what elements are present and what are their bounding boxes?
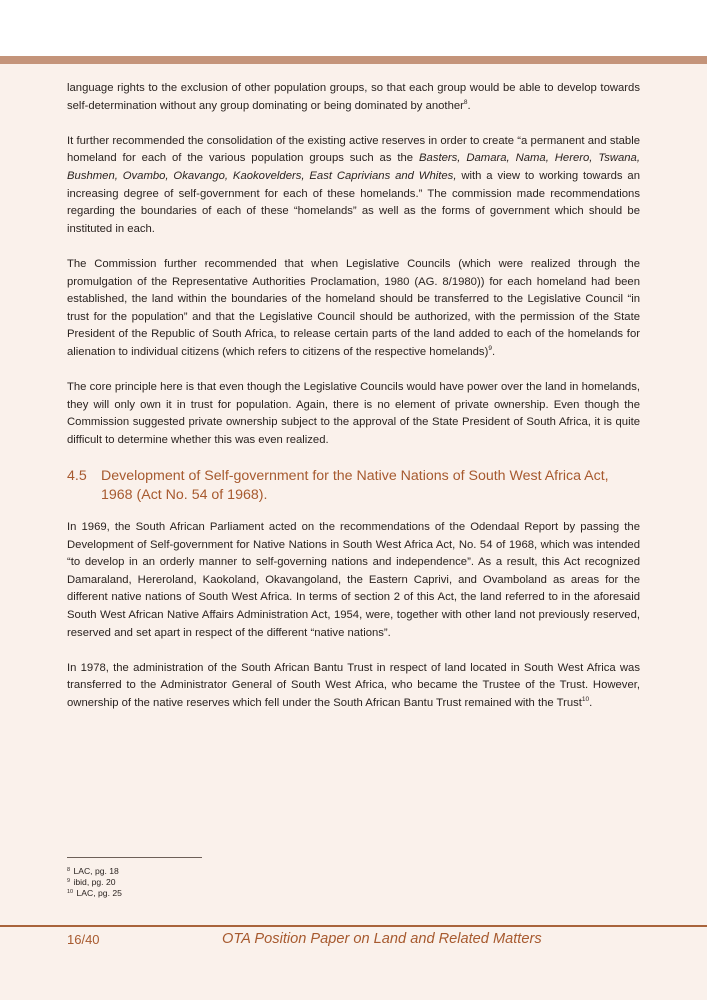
footnote-text: ibid, pg. 20: [73, 877, 116, 888]
paragraph-1-end: .: [467, 99, 471, 112]
section-title: Development of Self-government for the Native Nations of South West Africa Act, 1968 (Act No. 54 of 1968).: [101, 468, 609, 504]
footnote-text: LAC, pg. 18: [73, 866, 119, 876]
paragraph-1: [67, 80, 640, 115]
footnote-item: [67, 877, 122, 888]
top-margin: [0, 0, 707, 56]
paragraph-2-text-a: It further recommended the consolidation of the existing active reserves in order to create “a permanent and stable homeland for each of the various population groups such as the: [67, 134, 640, 165]
footnote-item: [67, 866, 122, 877]
paragraph-3: [67, 256, 640, 362]
header-rule: [0, 56, 707, 64]
footnote-separator: [67, 857, 202, 858]
page-number: 16/40: [67, 932, 100, 947]
paragraph-5: In 1969, the South African Parliament acted on the recommendations of the Odendaal Report by passing the Development of Self-government for Native Nations in South West Africa Act, No. 54 of 1968, which was intended “to develop in an orderly manner to self-governing nations and independence”. As a result, this Act recognized Damaraland, Hereroland, Kaokoland, Okavangoland, the Eastern Caprivi, and Ovamboland as areas for the different native nations of South West Africa. In terms of section 2 of this Act, the land referred to in the aforesaid South West African Native Affairs Administration Act, 1954, were, together with other land not previously reserved, reserved and set apart in respect of the different “native nations”.: [67, 521, 640, 639]
footnote-ref-8[interactable]: 8: [463, 98, 468, 106]
paragraph-2-text-b: with a view to working towards an increasing degree of self-government for each of these homelands.” The commission made recommendations regarding the boundaries of each of these “homelands” as well as the forms of government which should be instituted in each.: [67, 169, 640, 235]
footnote-marker: 10: [67, 889, 74, 896]
footnote-marker: 8: [67, 867, 71, 873]
paragraph-6: [67, 660, 640, 713]
paragraph-6-end: .: [589, 697, 593, 709]
population-groups-list: Basters, Damara, Nama, Herero, Tswana, Bushmen, Ovambo, Okavango, Kaokovelders, East Caprivians and Whites,: [67, 152, 640, 182]
paragraph-3-end: .: [491, 345, 496, 358]
footnote-ref-10[interactable]: 10: [581, 696, 590, 703]
footnote-text: LAC, pg. 25: [76, 888, 122, 899]
document-title: OTA Position Paper on Land and Related Matters: [222, 931, 542, 947]
footnote-marker: 9: [67, 878, 71, 885]
footnote-item: [67, 888, 122, 899]
body-text: [67, 80, 640, 730]
paragraph-4: The core principle here is that even though the Legislative Councils would have power over the land in homelands, they will only own it in trust for population. Again, there is no element of private ownership. Even though the Commission suggested private ownership subject to the approval of the State President of South Africa, it is quite difficult to determine whether this was even realized.: [67, 381, 640, 446]
footnotes: [67, 866, 122, 900]
section-number: 4.5: [67, 468, 87, 485]
section-heading: [67, 467, 640, 505]
paragraph-1-text: language rights to the exclusion of other population groups, so that each group would be able to develop towards self-determination without any group dominating or being dominated by another: [67, 82, 640, 112]
footnote-ref-9[interactable]: 9: [488, 344, 492, 352]
paragraph-3-text: The Commission further recommended that when Legislative Councils (which were realized through the promulgation of the Representative Authorities Proclamation, 1980 (AG. 8/1980)) for each homeland had been established, the land within the boundaries of the homeland should be transferred to the Legislative Council “in trust for the population” and that the Legislative Council should be authorized, with the permission of the State President of the Republic of South Africa, to release certain parts of the land added to each of the homelands for alienation to individual citizens (which refers to citizens of the respective homelands): [67, 257, 640, 358]
paragraph-2: [67, 133, 640, 239]
paragraph-6-text: In 1978, the administration of the South African Bantu Trust in respect of land located in South West Africa was transferred to the Administrator General of South West Africa, who became the Trustee of the Trust. However, ownership of the native reserves which fell under the South African Bantu Trust remained with the Trust: [67, 661, 640, 709]
footer-rule: [0, 925, 707, 927]
